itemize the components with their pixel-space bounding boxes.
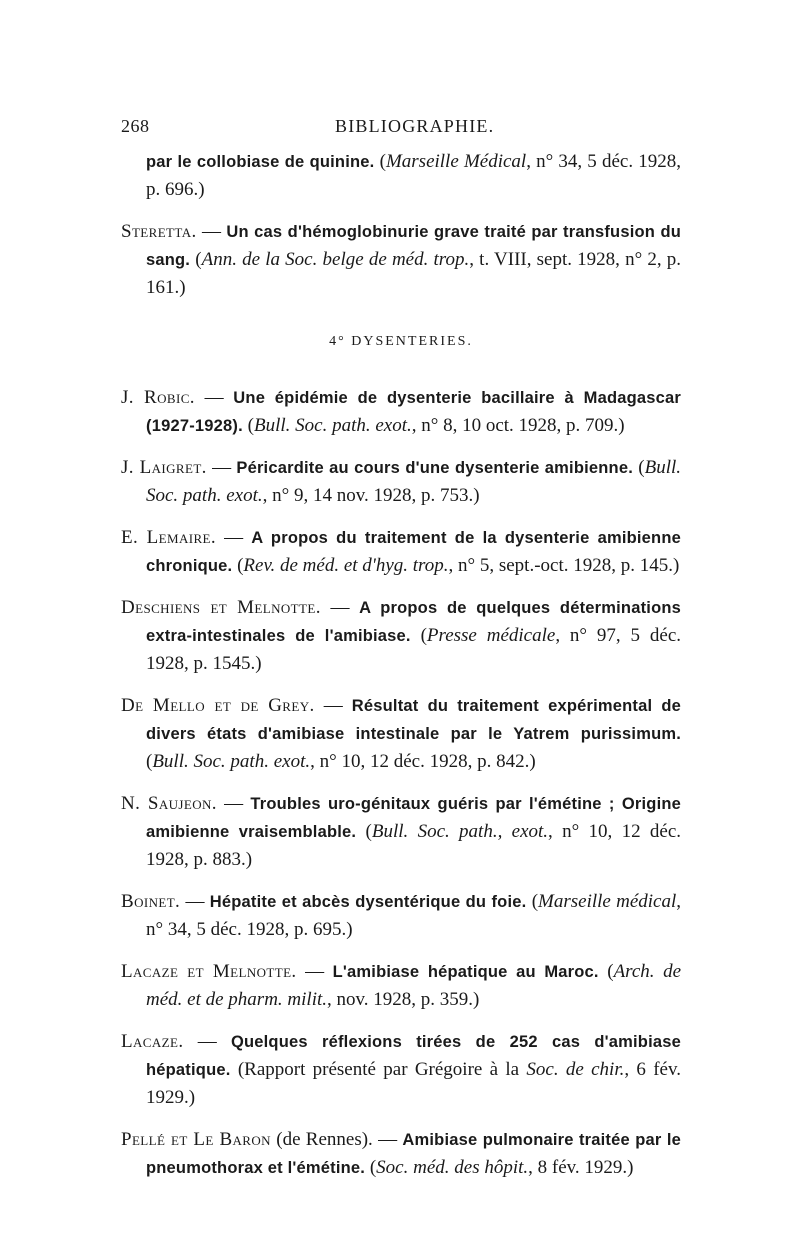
- entry-title: Quelques réflexions tirées de 252 cas d'amibiase hépatique.: [146, 1033, 681, 1079]
- entry-source-open: (Rapport présenté par Grégoire à la: [230, 1059, 527, 1080]
- bibliography-entry: [121, 1126, 681, 1182]
- entry-source-open: (: [598, 961, 614, 982]
- entry-author: J. Laigret.: [121, 457, 207, 478]
- entry-separator: —: [216, 793, 251, 814]
- entry-source-open: (: [190, 249, 202, 270]
- entry-author: Deschiens et Melnotte.: [121, 597, 321, 618]
- entry-source: Bull. Soc. path. exot.: [146, 457, 682, 506]
- bibliography-entry: [121, 218, 681, 302]
- entry-details: , n° 34, 5 déc. 1928, p. 695.): [146, 891, 682, 940]
- entry-separator: —: [194, 387, 234, 408]
- bibliography-entry: [121, 384, 681, 440]
- entry-author: J. Robic.: [121, 387, 195, 408]
- entry-details: , n° 10, 12 déc. 1928, p. 883.): [146, 821, 681, 870]
- entry-separator: —: [180, 891, 210, 912]
- entry-source: Marseille Médical: [385, 151, 527, 172]
- entry-source: Bull. Soc. path., exot.: [371, 821, 549, 842]
- entry-source-open: (: [356, 821, 372, 842]
- entry-author: N. Saujeon.: [121, 793, 217, 814]
- entry-details: , n° 10, 12 déc. 1928, p. 842.): [310, 751, 536, 772]
- entry-source-open: (: [242, 415, 254, 436]
- bibliography-entry: [121, 692, 681, 776]
- entry-title: Une épidémie de dysenterie bacillaire à Madagascar (1927-1928).: [146, 389, 682, 435]
- entry-separator: —: [296, 961, 333, 982]
- entry-details: , n° 8, 10 oct. 1928, p. 709.): [411, 415, 625, 436]
- entry-source-open: (: [410, 625, 427, 646]
- entry-title: L'amibiase hépatique au Maroc.: [332, 963, 599, 981]
- entry-title: Péricardite au cours d'une dysenterie amibienne.: [236, 459, 633, 477]
- entry-author: De Mello et de Grey.: [121, 695, 315, 716]
- entry-title: par le collobiase de quinine.: [146, 153, 375, 171]
- entry-author: Boinet.: [121, 891, 181, 912]
- bibliography-entry: [121, 1028, 681, 1112]
- entry-author: Pellé et Le Baron: [121, 1129, 271, 1150]
- bibliography-entry: [121, 524, 681, 580]
- entry-source: Marseille médical: [538, 891, 677, 912]
- entry-source: Soc. méd. des hôpit.: [376, 1157, 529, 1178]
- entry-author: E. Lemaire.: [121, 527, 217, 548]
- entry-source: Presse médicale: [426, 625, 556, 646]
- entry-details: , 8 fév. 1929.): [528, 1157, 634, 1178]
- bibliography-entry: [121, 888, 681, 944]
- entry-title: Un cas d'hémoglobinurie grave traité par transfusion du sang.: [146, 223, 682, 269]
- entry-title: Résultat du traitement expérimental de divers états d'amibiase intestinale par le Yatrem purissimum.: [146, 697, 682, 743]
- entry-source-open: (: [146, 751, 153, 772]
- entry-title: A propos de quelques déterminations extra-intestinales de l'amibiase.: [146, 599, 682, 645]
- entry-source-open: (: [374, 151, 386, 172]
- entry-source: Ann. de la Soc. belge de méd. trop.: [201, 249, 470, 270]
- entry-source: Arch. de méd. et de pharm. milit.: [146, 961, 681, 1010]
- entry-details: , n° 9, 14 nov. 1928, p. 753.): [262, 485, 480, 506]
- bibliography-entry: [121, 594, 681, 678]
- bibliography-entry: [121, 790, 681, 874]
- entry-author: Lacaze et Melnotte.: [121, 961, 297, 982]
- entry-separator: —: [183, 1031, 231, 1052]
- bibliography-entry: [121, 148, 681, 204]
- bibliography-list: [121, 148, 681, 1196]
- page-number: 268: [121, 116, 150, 136]
- entry-source-open: (: [526, 891, 539, 912]
- entry-separator: (de Rennes). —: [270, 1129, 403, 1150]
- entry-details: , 6 fév. 1929.): [146, 1059, 681, 1108]
- entry-separator: —: [320, 597, 360, 618]
- entry-title: Hépatite et abcès dysentérique du foie.: [209, 893, 527, 911]
- entry-details: , nov. 1928, p. 359.): [327, 989, 480, 1010]
- entry-details: , n° 97, 5 déc. 1928, p. 1545.): [146, 625, 682, 674]
- bibliography-entry: [121, 958, 681, 1014]
- page-header: [121, 116, 681, 140]
- entry-separator: —: [196, 221, 227, 242]
- entry-title: A propos du traitement de la dysenterie amibienne chronique.: [146, 529, 681, 575]
- running-head: BIBLIOGRAPHIE.: [335, 116, 495, 136]
- entry-details: , n° 34, 5 déc. 1928, p. 696.): [146, 151, 682, 200]
- entry-source: Bull. Soc. path. exot.: [152, 751, 311, 772]
- entry-title: Troubles uro-génitaux guéris par l'émétine ; Origine amibienne vraisemblable.: [146, 795, 682, 841]
- entry-separator: —: [216, 527, 252, 548]
- entry-source-open: (: [633, 457, 645, 478]
- section-heading: 4° DYSENTERIES.: [329, 334, 473, 349]
- entry-source: Rev. de méd. et d'hyg. trop.: [243, 555, 449, 576]
- bibliography-entry: [121, 454, 681, 510]
- entry-source-open: (: [365, 1157, 377, 1178]
- entry-author: Lacaze.: [121, 1031, 184, 1052]
- entry-separator: —: [206, 457, 237, 478]
- entry-author: Steretta.: [121, 221, 197, 242]
- entry-title: Amibiase pulmonaire traitée par le pneumothorax et l'émétine.: [146, 1131, 681, 1177]
- entry-source: Soc. de chir.: [526, 1059, 625, 1080]
- entry-source: Bull. Soc. path. exot.: [253, 415, 412, 436]
- entry-details: , n° 5, sept.-oct. 1928, p. 145.): [448, 555, 680, 576]
- entry-source-open: (: [232, 555, 244, 576]
- entry-details: , t. VIII, sept. 1928, n° 2, p. 161.): [146, 249, 682, 298]
- entry-separator: —: [314, 695, 352, 716]
